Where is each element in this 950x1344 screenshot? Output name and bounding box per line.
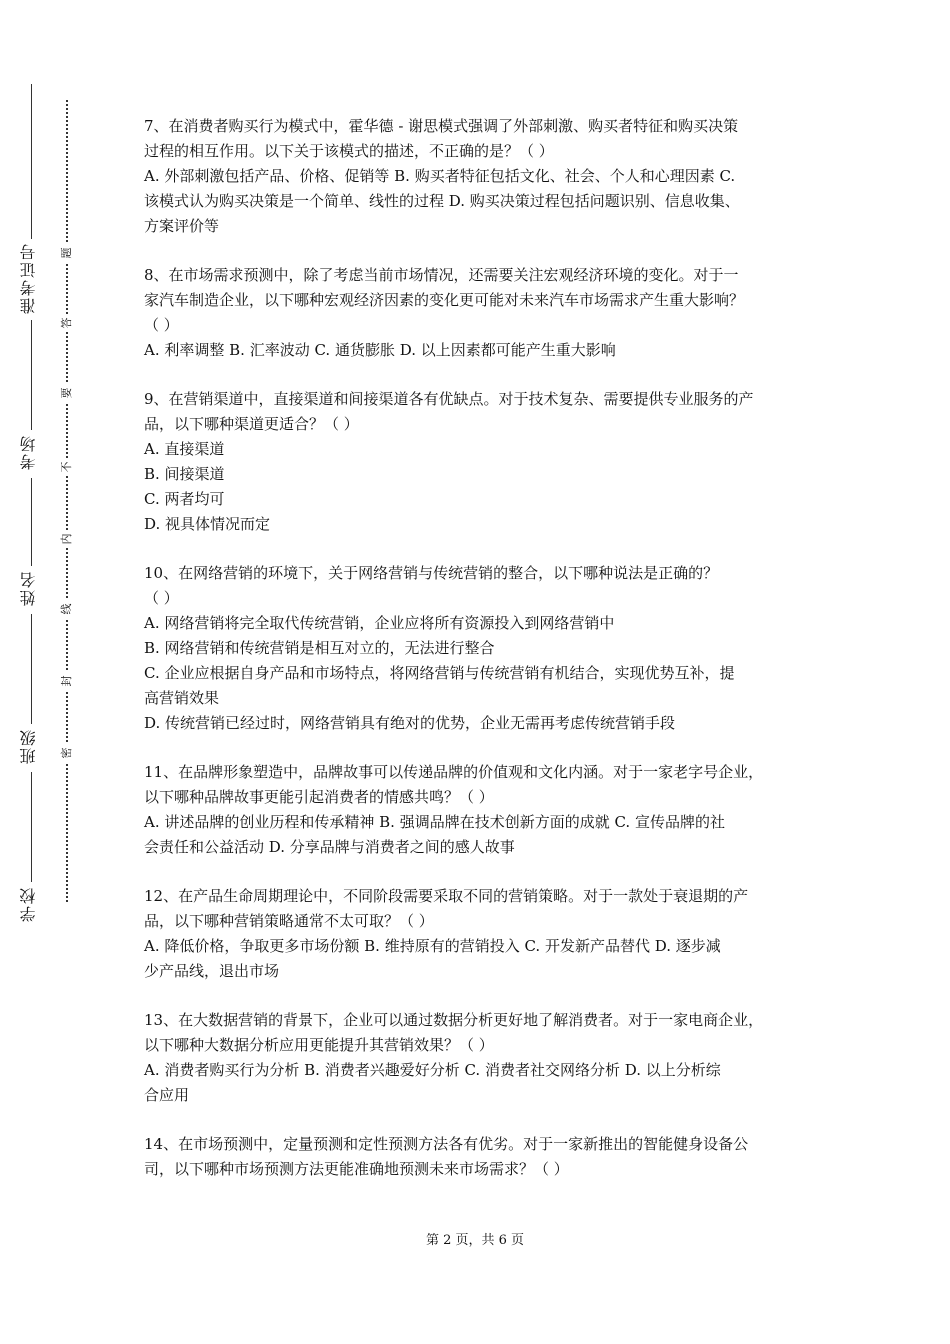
- question-line: A. 外部刺激包括产品、价格、促销等 B. 购买者特征包括文化、社会、个人和心理因素 C.: [144, 167, 736, 185]
- label-rule: [31, 320, 32, 430]
- question-item: [144, 1008, 820, 1108]
- seal-char: 线: [58, 600, 76, 618]
- seal-char: 要: [58, 384, 76, 402]
- question-line: 9、在营销渠道中，直接渠道和间接渠道各有优缺点。对于技术复杂、需要提供专业服务的产: [144, 390, 754, 408]
- seal-char: 题: [58, 244, 76, 262]
- question-item: [144, 561, 820, 736]
- label-student-name: 姓名: [19, 570, 38, 606]
- label-rule: [31, 614, 32, 724]
- page-number-footer: 第 2 页，共 6 页: [425, 1233, 525, 1248]
- label-rule: [31, 84, 32, 239]
- label-exam-number: 准考证号: [19, 242, 38, 314]
- question-item: [144, 263, 820, 363]
- question-line: B. 网络营销和传统营销是相互对立的，无法进行整合: [144, 639, 495, 657]
- question-line: 12、在产品生命周期理论中，不同阶段需要采取不同的营销策略。对于一款处于衰退期的产: [144, 887, 749, 905]
- label-rule: [31, 478, 32, 566]
- label-class: 班级: [19, 728, 38, 764]
- seal-char: 封: [58, 672, 76, 690]
- label-school: 学校: [19, 886, 38, 922]
- question-line: 14、在市场预测中，定量预测和定性预测方法各有优劣。对于一家新推出的智能健身设备公: [144, 1135, 749, 1153]
- label-rule: [31, 772, 32, 882]
- label-exam-room: 考场: [19, 434, 38, 470]
- question-line: D. 视具体情况而定: [144, 515, 271, 533]
- question-line: A. 降低价格，争取更多市场份额 B. 维持原有的营销投入 C. 开发新产品替代 D. 逐步减: [144, 937, 721, 955]
- question-line: D. 传统营销已经过时，网络营销具有绝对的优势，企业无需再考虑传统营销手段: [144, 714, 676, 732]
- question-line: （ ）: [144, 589, 179, 607]
- question-line: A. 消费者购买行为分析 B. 消费者兴趣爱好分析 C. 消费者社交网络分析 D. 以上分析综: [144, 1061, 721, 1079]
- question-item: [144, 114, 820, 239]
- question-line: A. 讲述品牌的创业历程和传承精神 B. 强调品牌在技术创新方面的成就 C. 宣传品牌的社: [144, 813, 725, 831]
- question-line: 方案评价等: [144, 217, 220, 235]
- question-line: 家汽车制造企业，以下哪种宏观经济因素的变化更可能对未来汽车市场需求产生重大影响？: [144, 291, 745, 309]
- question-line: 10、在网络营销的环境下，关于网络营销与传统营销的整合，以下哪种说法是正确的？: [144, 564, 719, 582]
- seal-char: 不: [58, 458, 76, 476]
- question-line: 会责任和公益活动 D. 分享品牌与消费者之间的感人故事: [144, 838, 515, 856]
- seal-dotted-line: [66, 100, 68, 902]
- seal-char: 密: [58, 744, 76, 762]
- question-line: C. 企业应根据自身产品和市场特点，将网络营销与传统营销有机结合，实现优势互补，提: [144, 664, 735, 682]
- question-line: 司，以下哪种市场预测方法更能准确地预测未来市场需求？（ ）: [144, 1160, 569, 1178]
- question-list: [144, 114, 820, 1206]
- question-item: [144, 1132, 820, 1182]
- question-line: 品，以下哪种渠道更适合？（ ）: [144, 415, 359, 433]
- question-line: 品，以下哪种营销策略通常不太可取？（ ）: [144, 912, 434, 930]
- binding-margin: [0, 0, 120, 1344]
- question-line: 以下哪种品牌故事更能引起消费者的情感共鸣？（ ）: [144, 788, 494, 806]
- question-line: C. 两者均可: [144, 490, 225, 508]
- question-line: 11、在品牌形象塑造中，品牌故事可以传递品牌的价值观和文化内涵。对于一家老字号企业，: [144, 763, 764, 781]
- question-line: A. 网络营销将完全取代传统营销，企业应将所有资源投入到网络营销中: [144, 614, 615, 632]
- seal-char: 内: [58, 530, 76, 548]
- question-line: 少产品线，退出市场: [144, 962, 280, 980]
- question-item: [144, 387, 820, 537]
- question-line: 过程的相互作用。以下关于该模式的描述，不正确的是？（ ）: [144, 142, 554, 160]
- question-line: 13、在大数据营销的背景下，企业可以通过数据分析更好地了解消费者。对于一家电商企业，: [144, 1011, 764, 1029]
- question-line: 合应用: [144, 1086, 190, 1104]
- question-item: [144, 760, 820, 860]
- question-line: A. 直接渠道: [144, 440, 225, 458]
- question-line: 8、在市场需求预测中，除了考虑当前市场情况，还需要关注宏观经济环境的变化。对于一: [144, 266, 739, 284]
- question-item: [144, 884, 820, 984]
- question-line: 该模式认为购买决策是一个简单、线性的过程 D. 购买决策过程包括问题识别、信息收集、: [144, 192, 740, 210]
- question-line: 以下哪种大数据分析应用更能提升其营销效果？（ ）: [144, 1036, 494, 1054]
- question-line: 高营销效果: [144, 689, 220, 707]
- question-line: （ ）: [144, 316, 179, 334]
- seal-char: 答: [58, 314, 76, 332]
- question-line: 7、在消费者购买行为模式中，霍华德 - 谢思模式强调了外部刺激、购买者特征和购买决策: [144, 117, 739, 135]
- question-line: B. 间接渠道: [144, 465, 225, 483]
- question-line: A. 利率调整 B. 汇率波动 C. 通货膨胀 D. 以上因素都可能产生重大影响: [144, 341, 616, 359]
